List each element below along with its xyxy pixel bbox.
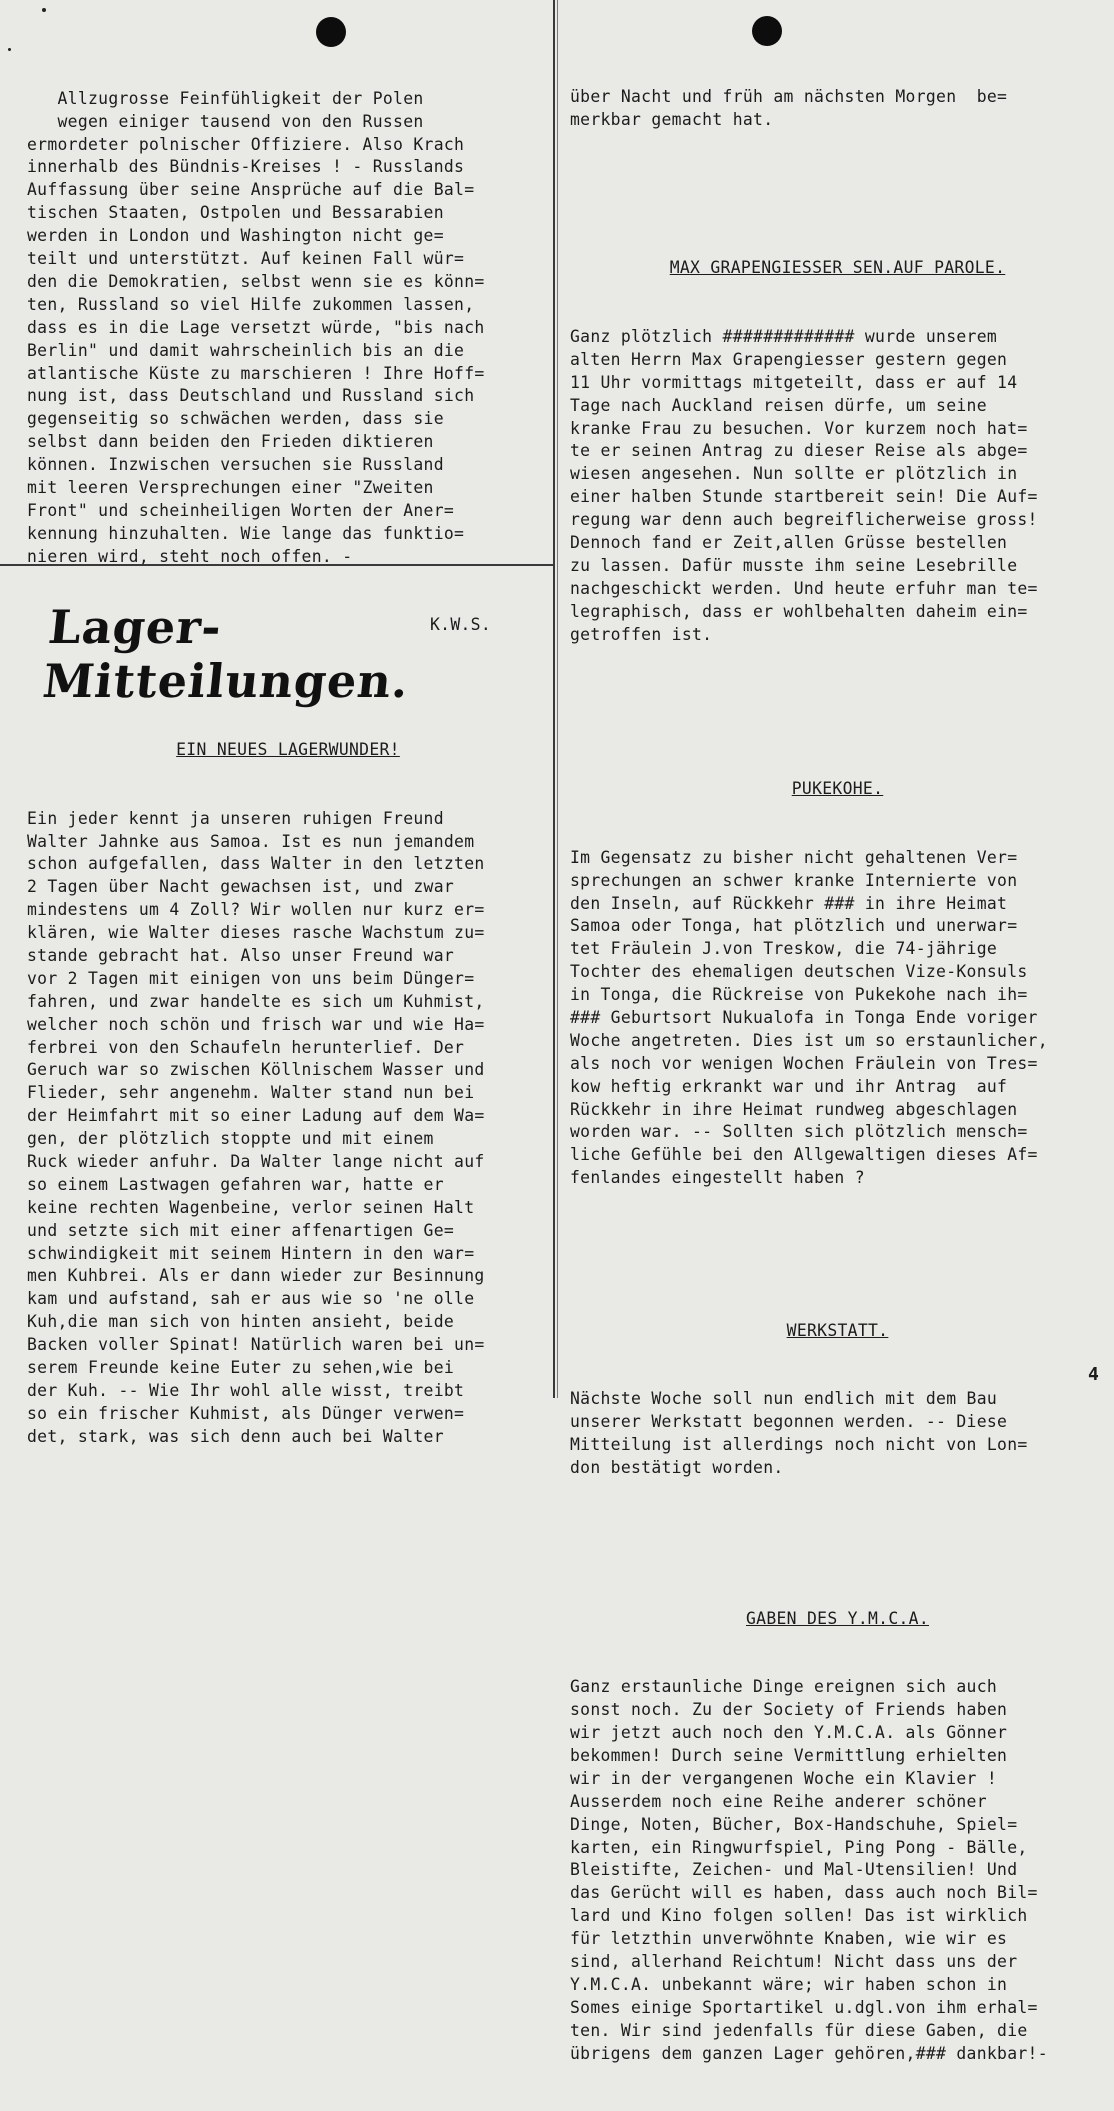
text-line: Berlin" und damit wahrscheinlich bis an die [27,340,465,360]
text-line: selbst dann beiden den Frieden diktieren [27,432,434,452]
section-body-pukekohe [570,847,1105,1190]
text-line: kam und aufstand, sah er aus wie so 'ne olle [27,1289,475,1309]
text-line: für letzthin unverwöhnte Knaben, wie wir es [570,1929,1008,1949]
text-line: Ruck wieder anfuhr. Da Walter lange nicht auf [27,1151,485,1171]
text-line: wegen einiger tausend von den Russen [27,111,424,131]
text-line: tet Fräulein J.von Treskow, die 74-jährige [570,939,998,959]
text-line: lard und Kino folgen sollen! Das ist wirklich [570,1906,1028,1926]
text-line: schwindigkeit mit seinem Hintern in den war= [27,1243,475,1263]
text-line: worden war. -- Sollten sich plötzlich mensch= [570,1122,1028,1142]
text-line: Samoa oder Tonga, hat plötzlich und unerwar= [570,916,1018,936]
text-line: wiesen angesehen. Nun sollte er plötzlich in [570,464,1018,484]
text-line: in Tonga, die Rückreise von Pukekohe nach ih= [570,985,1028,1005]
text-line: regung war denn auch begreiflicherweise gross! [570,510,1038,530]
text-line: klären, wie Walter dieses rasche Wachstum zu= [27,923,485,943]
text-line: das Gerücht will es haben, dass auch noch Bil= [570,1883,1038,1903]
text-line: Backen voller Spinat! Natürlich waren bei un= [27,1335,485,1355]
text-line: als noch vor wenigen Wochen Fräulein von Tres= [570,1053,1038,1073]
text-line: ten. Wir sind jedenfalls für diese Gaben, die [570,2020,1028,2040]
text-line: Ganz erstaunliche Dinge ereignen sich auch [570,1677,998,1697]
text-line: te er seinen Antrag zu dieser Reise als abge= [570,441,1028,461]
text-line: Woche angetreten. Dies ist um so erstaunlicher, [570,1030,1048,1050]
text-line: Ein jeder kennt ja unseren ruhigen Freund [27,808,444,828]
section-heading-werkstatt: WERKSTATT. [786,1320,889,1340]
text-line: Flieder, sehr angenehm. Walter stand nun bei [27,1083,475,1103]
text-line: bekommen! Durch seine Vermittlung erhielten [570,1746,1008,1766]
text-line: über Nacht und früh am nächsten Morgen be= [570,86,1008,106]
text-line: Bleistifte, Zeichen- und Mal-Utensilien! Und [570,1860,1018,1880]
text-line: den die Demokratien, selbst wenn sie es könn= [27,271,485,291]
text-line: stande gebracht hat. Also unser Freund war [27,945,455,965]
text-line: ermordeter polnischer Offiziere. Also Krach [27,134,465,154]
top-left-article [27,42,549,708]
text-line: atlantische Küste zu marschieren ! Ihre Hoff= [27,363,485,383]
section-body-werkstatt [570,1388,1105,1480]
text-line: 2 Tagen über Nacht gewachsen ist, und zwar [27,877,455,897]
text-line: alten Herrn Max Grapengiesser gestern gegen [570,349,1008,369]
text-line: wir jetzt auch noch den Y.M.C.A. als Gönner [570,1723,1008,1743]
text-line: Ausserdem noch eine Reihe anderer schöner [570,1791,987,1811]
text-line: mit leeren Versprechungen einer "Zweiten [27,477,434,497]
text-line: Auffassung über seine Ansprüche auf die Bal= [27,180,475,200]
text-line: Ganz plötzlich ############# wurde unserem [570,326,998,346]
right-intro-lines [570,86,1105,132]
text-line: schon aufgefallen, dass Walter in den letzten [27,854,485,874]
text-line: so ein frischer Kuhmist, als Dünger verwen= [27,1403,465,1423]
text-line: Im Gegensatz zu bisher nicht gehaltenen Ver= [570,847,1018,867]
column-divider-inner [557,0,558,1398]
text-line: kennung hinzuhalten. Wie lange das funktio= [27,523,465,543]
text-line: teilt und unterstützt. Auf keinen Fall wür= [27,249,465,269]
text-line: unserer Werkstatt begonnen werden. -- Diese [570,1412,1008,1432]
text-line: Tage nach Auckland reisen dürfe, um seine [570,395,987,415]
text-line: Somes einige Sportartikel u.dgl.von ihm erhal= [570,1997,1038,2017]
bottom-left-lines [27,808,549,1449]
text-line: Tochter des ehemaligen deutschen Vize-Konsuls [570,962,1028,982]
text-line: der Heimfahrt mit so einer Ladung auf dem Wa= [27,1106,485,1126]
text-line: können. Inzwischen versuchen sie Russland [27,455,444,475]
text-line: merkbar gemacht hat. [570,109,774,129]
text-line: und setzte sich mit einer affenartigen Ge= [27,1220,455,1240]
text-line: gen, der plötzlich stoppte und mit einem [27,1129,434,1149]
masthead-title: Lager-Mitteilungen. [40,600,412,708]
text-line: nung ist, dass Deutschland und Russland sich [27,386,475,406]
text-line: nachgeschickt werden. Und heute erfuhr man te= [570,578,1038,598]
text-line: serem Freunde keine Euter zu sehen,wie bei [27,1358,455,1377]
article-heading: EIN NEUES LAGERWUNDER! [176,739,400,759]
text-line: Kuh,die man sich von hinten ansieht, beide [27,1312,455,1332]
top-left-lines [27,88,549,569]
text-line: legraphisch, dass er wohlbehalten daheim ein= [570,601,1028,621]
text-line: tischen Staaten, Ostpolen und Bessarabien [27,203,444,223]
text-line: so einem Lastwagen gefahren war, hatte er [27,1174,444,1194]
article-signature: K.W.S. [429,615,491,635]
text-line: sind, allerhand Reichtum! Nicht dass uns der [570,1952,1018,1972]
text-line: Front" und scheinheiligen Worten der Aner= [27,500,455,520]
text-line: Mitteilung ist allerdings noch nicht von Lon= [570,1435,1028,1455]
text-line: fenlandes eingestellt haben ? [570,1168,865,1188]
text-line: welcher noch schön und frisch war und wie Ha= [27,1014,485,1034]
text-line: vor 2 Tagen mit einigen von uns beim Dünger= [27,968,475,988]
text-line: ### Geburtsort Nukualofa in Tonga Ende voriger [570,1007,1038,1027]
text-line: Geruch war so zwischen Köllnischem Wasser und [27,1060,485,1080]
text-line: zu lassen. Dafür musste ihm seine Lesebrille [570,555,1018,575]
text-line: fahren, und zwar handelte es sich um Kuhmist, [27,991,485,1011]
paper-speck [42,8,46,12]
text-line: sonst noch. Zu der Society of Friends haben [570,1700,1008,1720]
column-divider [553,0,555,1398]
text-line: keine rechten Wagenbeine, verlor seinen Halt [27,1197,475,1217]
section-body-ymca [570,1676,1105,2065]
text-line: 11 Uhr vormittags mitgeteilt, dass er auf 14 [570,372,1018,392]
text-line: Dennoch fand er Zeit,allen Grüsse bestellen [570,532,1008,552]
text-line: getroffen ist. [570,624,713,644]
text-line: kranke Frau zu besuchen. Vor kurzem noch hat= [570,418,1028,438]
bottom-left-article [27,692,549,1494]
text-line: Allzugrosse Feinfühligkeit der Polen [27,88,424,108]
text-line: Walter Jahnke aus Samoa. Ist es nun jemandem [27,831,475,851]
right-column [570,40,1105,2111]
text-line: innerhalb des Bündnis-Kreises ! - Russlands [27,157,465,177]
text-line: wir in der vergangenen Woche ein Klavier ! [570,1768,998,1788]
text-line: gegenseitig so schwächen werden, dass sie [27,409,444,429]
page-number: 4 [1088,1364,1099,1385]
text-line: übrigens dem ganzen Lager gehören,### dankbar!- [570,2043,1048,2063]
text-line: Y.M.C.A. unbekannt wäre; wir haben schon in [570,1974,1008,1994]
section-heading-ymca: GABEN DES Y.M.C.A. [745,1608,930,1628]
text-line: Dinge, Noten, Bücher, Box-Handschuhe, Spiel= [570,1814,1018,1834]
paper-speck [8,48,11,51]
text-line: den Inseln, auf Rückkehr ### in ihre Heimat [570,893,1008,913]
text-line: der Kuh. -- Wie Ihr wohl alle wisst, treibt [27,1380,465,1400]
text-line: kow heftig erkrankt war und ihr Antrag auf [570,1076,1008,1096]
section-heading-pukekohe: PUKEKOHE. [791,778,884,798]
text-line: det, stark, was sich denn auch bei Walter [27,1426,444,1446]
text-line: werden in London und Washington nicht ge= [27,226,444,246]
text-line: don bestätigt worden. [570,1458,784,1478]
section-heading-grapengiesser: MAX GRAPENGIESSER SEN.AUF PAROLE. [669,258,1006,278]
text-line: ferbrei von den Schaufeln herunterlief. Der [27,1037,465,1057]
text-line: ten, Russland so viel Hilfe zukommen lassen, [27,294,475,314]
text-line: liche Gefühle bei den Allgewaltigen dieses Af= [570,1145,1038,1165]
text-line: karten, ein Ringwurfspiel, Ping Pong - Bälle, [570,1837,1028,1857]
text-line: einer halben Stunde startbereit sein! Die Auf= [570,487,1038,507]
text-line: Nächste Woche soll nun endlich mit dem Bau [570,1389,998,1409]
text-line: Rückkehr in ihre Heimat rundweg abgeschlagen [570,1099,1018,1119]
text-line: sprechungen an schwer kranke Internierte von [570,870,1018,890]
text-line: nieren wird, steht noch offen. - [27,546,353,566]
text-line: dass es in die Lage versetzt würde, "bis nach [27,317,485,337]
section-body-grapengiesser [570,326,1105,646]
text-line: mindestens um 4 Zoll? Wir wollen nur kurz er= [27,900,485,920]
text-line: men Kuhbrei. Als er dann wieder zur Besinnung [27,1266,485,1286]
